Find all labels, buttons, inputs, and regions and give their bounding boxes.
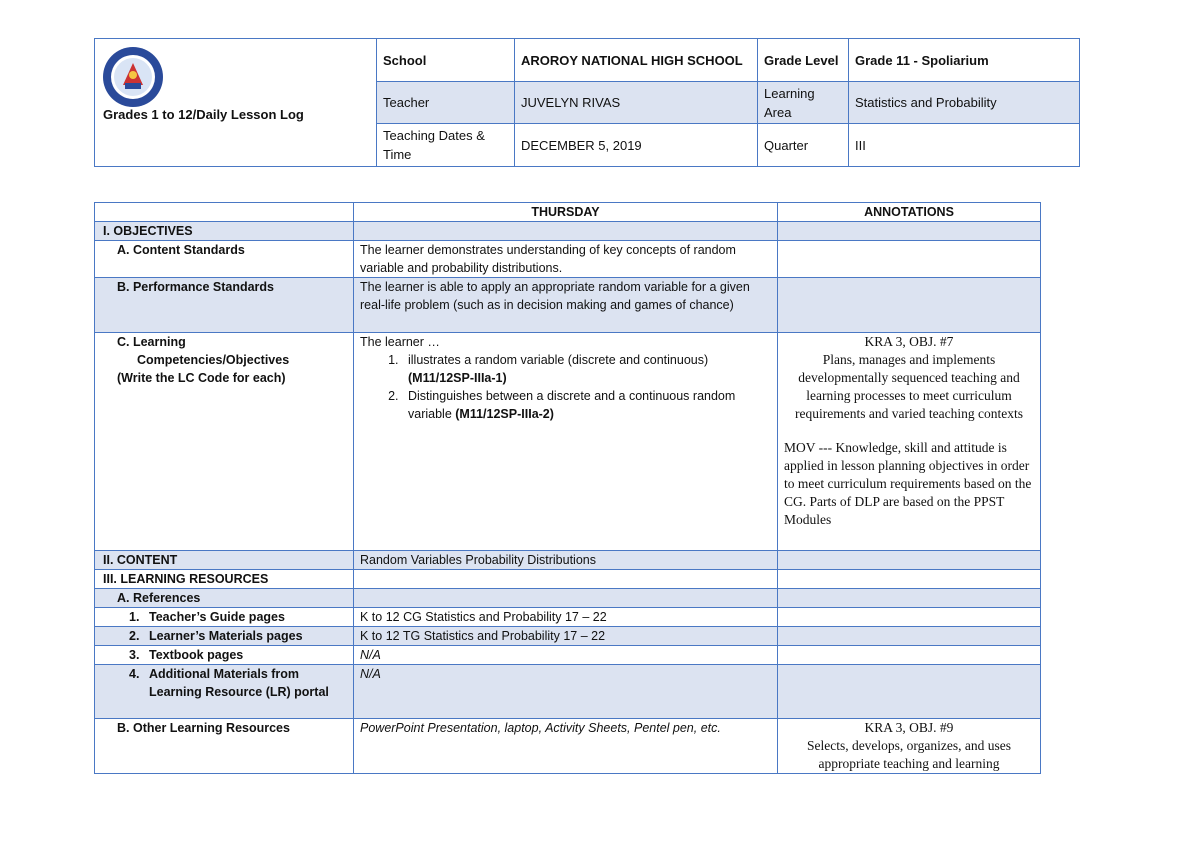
annotation-kra-9: KRA 3, OBJ. #9 Selects, develops, organizes, and uses appropriate teaching and learning (778, 719, 1041, 774)
learning-area-value: Statistics and Probability (849, 82, 1080, 124)
performance-standards-label: B. Performance Standards (95, 278, 354, 333)
learning-competencies-label: C. Learning Competencies/Objectives (Write the LC Code for each) (95, 333, 354, 551)
learners-materials-value: K to 12 TG Statistics and Probability 17 – 22 (354, 627, 778, 646)
lc-list (360, 351, 771, 423)
dll-title: Grades 1 to 12/Daily Lesson Log (103, 107, 304, 122)
teacher-label: Teacher (377, 82, 515, 124)
additional-materials-label: 4. Additional Materials from Learning Resource (LR) portal (95, 665, 354, 719)
teachers-guide-label: 1. Teacher’s Guide pages (95, 608, 354, 627)
annotation-mov: MOV --- Knowledge, skill and attitude is applied in lesson planning objectives in order to meet curriculum requirements based on the CG. Parts of DLP are based on the PPST Modules (784, 440, 1032, 527)
dates-label: Teaching Dates & Time (377, 124, 515, 167)
learning-competencies-value (354, 333, 778, 551)
quarter-label: Quarter (758, 124, 849, 167)
content-standards-label: A. Content Standards (95, 241, 354, 278)
teacher-value: JUVELYN RIVAS (515, 82, 758, 124)
school-value: AROROY NATIONAL HIGH SCHOOL (515, 39, 758, 82)
other-resources-value: PowerPoint Presentation, laptop, Activity Sheets, Pentel pen, etc. (354, 719, 778, 774)
learning-resources-label: III. LEARNING RESOURCES (95, 570, 354, 589)
grade-level-value: Grade 11 - Spoliarium (849, 39, 1080, 82)
references-label: A. References (95, 589, 354, 608)
dates-value: DECEMBER 5, 2019 (515, 124, 758, 167)
content-value: Random Variables Probability Distributions (354, 551, 778, 570)
learners-materials-label: 2. Learner’s Materials pages (95, 627, 354, 646)
lc-intro: The learner … (360, 335, 440, 349)
col-annotations-header: ANNOTATIONS (778, 203, 1041, 222)
other-resources-label: B. Other Learning Resources (95, 719, 354, 774)
teachers-guide-value: K to 12 CG Statistics and Probability 17 – 22 (354, 608, 778, 627)
header-seal-cell (95, 39, 377, 167)
quarter-value: III (849, 124, 1080, 167)
textbook-label: 3. Textbook pages (95, 646, 354, 665)
learning-area-label: Learning Area (758, 82, 849, 124)
additional-materials-value: N/A (354, 665, 778, 719)
lesson-log-table (94, 202, 1041, 774)
annotation-kra-7: KRA 3, OBJ. #7 Plans, manages and implements developmentally sequenced teaching and learning processes to meet curriculum requirements and varied teaching contexts MOV --- Knowledge, skill and attitude is applied in lesson planning objectives in order to meet curriculum requirements based on the CG. Parts of DLP are based on the PPST Modules (778, 333, 1041, 551)
col-day-header: THURSDAY (354, 203, 778, 222)
deped-seal-icon (101, 45, 165, 109)
performance-standards-value: The learner is able to apply an appropriate random variable for a given real-life problem (such as in decision making and games of chance) (354, 278, 778, 333)
objectives-label: I. OBJECTIVES (95, 222, 354, 241)
header-table (94, 38, 1080, 167)
school-label: School (377, 39, 515, 82)
blank-header-cell (95, 203, 354, 222)
grade-level-label: Grade Level (758, 39, 849, 82)
lc-item: 1. illustrates a random variable (discrete and continuous) (M11/12SP-IIIa-1) (402, 351, 771, 387)
content-label: II. CONTENT (95, 551, 354, 570)
content-standards-value: The learner demonstrates understanding of key concepts of random variable and probability distributions. (354, 241, 778, 278)
lc-item: 2. Distinguishes between a discrete and a continuous random variable (M11/12SP-IIIa-2) (402, 387, 771, 423)
textbook-value: N/A (354, 646, 778, 665)
